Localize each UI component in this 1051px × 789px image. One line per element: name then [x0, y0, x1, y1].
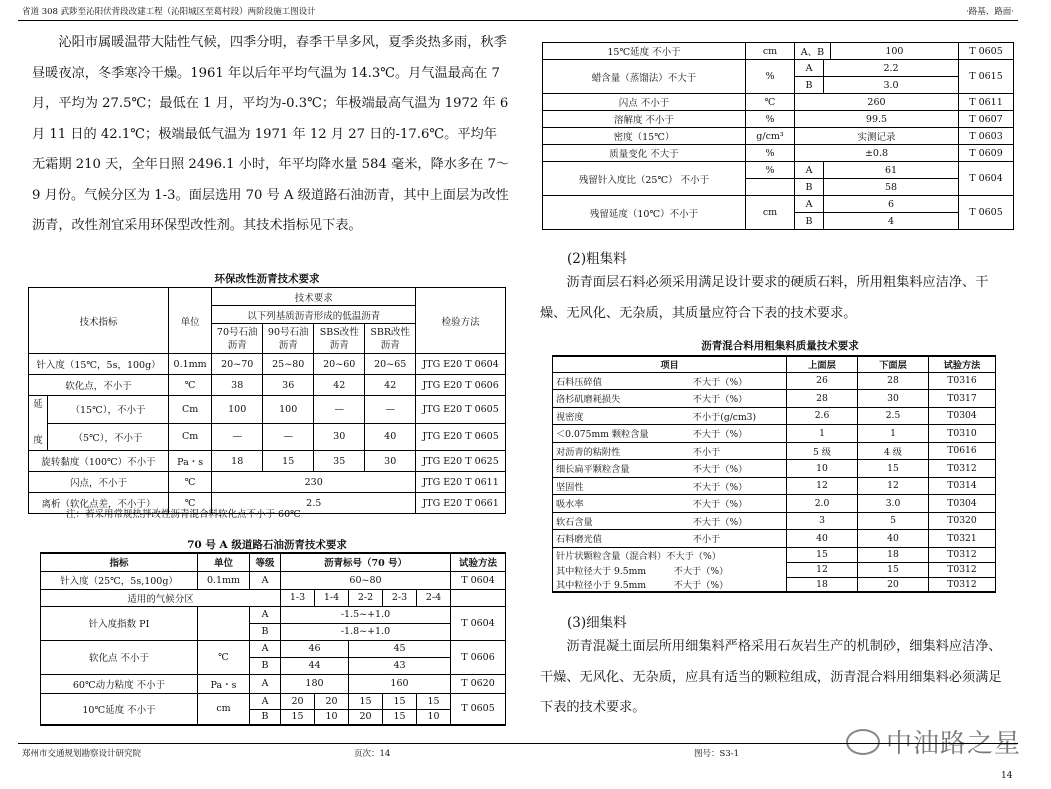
t3-cell: A	[795, 162, 824, 179]
t1-cell: （5℃），不小于	[48, 423, 169, 451]
t3-cell: 2.2	[824, 60, 959, 77]
t4-cell: 吸水率	[553, 495, 690, 513]
t4-cell: 12	[787, 562, 858, 577]
t4-cell: 2.5	[858, 407, 929, 425]
t1-cell: JTG E20 T 0625	[416, 451, 506, 472]
t4-cell: T0312	[929, 562, 996, 577]
t3-cell: 99.5	[795, 111, 959, 128]
t2-cell: A	[250, 571, 281, 589]
t4-cell: 18	[858, 547, 929, 562]
section-coarse-aggregate: (2)粗集料	[567, 251, 627, 267]
t2-zone: 1-3	[281, 589, 315, 606]
t4-cell: 15	[858, 460, 929, 478]
t4-cell: 不小于	[690, 442, 787, 460]
page-header	[18, 0, 1018, 21]
t2-cell: 15	[417, 693, 451, 709]
t4-cell: T0317	[929, 390, 996, 408]
t4-cell: 石料压碎值	[553, 372, 690, 390]
climate-paragraph: 沁阳市属暖温带大陆性气候，四季分明，春季干旱多风，夏季炎热多雨，秋季昼暖夜凉，冬季寒冷干燥。1961 年以后年平均气温为 14.3℃。月气温最高在 7 月，平均为 27.5℃；最低在 1 月，平均为-0.3℃；年极端最高气温为 1972 年 6 月 11 日的 42.1℃；极端最低气温为 1971 年 12 月 27 日的-17.6℃。平均年无霜期 210 天，全年日照 2496.1 小时，年平均降水量 584 毫米，降水多在 7～9 月份。气候分区为 1-3。面层选用 70 号 A 级道路石油沥青，其中上面层为改性沥青，改性剂宜采用环保型改性剂。其技术指标见下表。	[32, 35, 510, 233]
t3-cell: T 0603	[959, 128, 1014, 145]
t3-cell: T 0605	[959, 196, 1014, 230]
t2-cell: 15	[383, 709, 417, 725]
t2-cell: 180	[281, 674, 349, 693]
t3-cell: T 0611	[959, 94, 1014, 111]
t1-cell: Pa・s	[169, 451, 212, 472]
t1-cell: 42	[314, 375, 365, 396]
t4-h: 上面层	[787, 356, 858, 372]
t1-cell: ℃	[169, 472, 212, 493]
t2-h: 等级	[250, 553, 281, 571]
t4-cell: 15	[858, 562, 929, 577]
t4-cell: 30	[858, 390, 929, 408]
modified-asphalt-table	[28, 287, 506, 514]
footer-org: 郑州市交通规划勘察设计研究院	[22, 749, 142, 759]
t4-cell: 其中粒径大于 9.5mm 不大于（%）	[553, 562, 787, 577]
t4-cell: 不大于（%）	[690, 390, 787, 408]
t1-cell: 15	[263, 451, 314, 472]
t1-h-method: 检验方法	[416, 288, 506, 354]
t1-h-col: SBS改性沥青	[314, 324, 365, 354]
t2-cell: ℃	[198, 640, 250, 674]
t1-cell: 2.5	[212, 493, 416, 514]
t2-cell: T 0604	[451, 571, 506, 589]
t4-cell: 18	[787, 577, 858, 592]
t4-cell: 26	[787, 372, 858, 390]
t1-h-req: 技术要求	[212, 288, 416, 306]
t2-cell: 15	[349, 693, 383, 709]
t4-cell: 洛杉矶磨耗损失	[553, 390, 690, 408]
t3-cell: 密度（15℃）	[543, 128, 746, 145]
t2-cell: A	[250, 606, 281, 623]
t2-h: 单位	[198, 553, 250, 571]
t3-cell: 残留延度（10℃）不小于	[543, 196, 746, 230]
t4-cell: 石料磨光值	[553, 530, 690, 548]
t2-cell: 160	[349, 674, 451, 693]
t4-cell: 坚固性	[553, 477, 690, 495]
t1-cell: 20~60	[314, 354, 365, 375]
t3-cell: 闪点 不小于	[543, 94, 746, 111]
t4-cell: 40	[858, 530, 929, 548]
t4-cell: 不大于（%）	[690, 495, 787, 513]
t1-cell: 25~80	[263, 354, 314, 375]
watermark-text: 中油路之星	[886, 729, 1022, 759]
t3-cell: %	[746, 60, 795, 94]
t3-cell: T 0609	[959, 145, 1014, 162]
t2-cell: 20	[281, 693, 315, 709]
t2-cell: 15	[383, 693, 417, 709]
t3-cell: B	[795, 179, 824, 196]
header-section: ·路基、路面·	[966, 7, 1014, 17]
t2-cell: 46	[281, 640, 349, 657]
t1-cell: ℃	[169, 375, 212, 396]
t2-cell: -1.5~+1.0	[281, 606, 451, 623]
t4-cell: 4 级	[858, 442, 929, 460]
t3-cell: ±0.8	[795, 145, 959, 162]
t4-cell: 不大于（%）	[690, 477, 787, 495]
t2-h: 试验方法	[451, 553, 506, 571]
t4-cell: T0312	[929, 460, 996, 478]
header-title: 省道 308 武陟至沁阳伏背段改建工程（沁阳城区至葛村段）两阶段施工图设计	[22, 7, 316, 17]
asphalt-70a-table-continued	[542, 42, 1014, 230]
t2-cell: 10	[315, 709, 349, 725]
footer-drawing: 图号：S3-1	[694, 749, 740, 759]
t2-cell: T 0606	[451, 640, 506, 674]
t2-cell: T 0604	[451, 606, 506, 640]
t1-cell: 18	[212, 451, 263, 472]
t3-cell: 蜡含量（蒸馏法）不大于	[543, 60, 746, 94]
t3-cell: %	[746, 145, 795, 162]
t4-cell: T0616	[929, 442, 996, 460]
t1-h-unit: 单位	[169, 288, 212, 354]
t2-cell: B	[250, 623, 281, 640]
t2-zone: 2-3	[383, 589, 417, 606]
t2-cell: T 0620	[451, 674, 506, 693]
coarse-aggregate-paragraph: 沥青面层石料必须采用满足设计要求的硬质石料，所用粗集料应洁净、干燥、无风化、无杂质，其质量应符合下表的技术要求。	[540, 275, 989, 321]
t2-cell: 15	[281, 709, 315, 725]
t4-cell: 其中粒径小于 9.5mm 不大于（%）	[553, 577, 787, 592]
t4-cell: 不大于（%）	[690, 512, 787, 530]
t1-cell: 20~65	[365, 354, 416, 375]
t1-note: 注：若采用常规热拌改性沥青混合料软化点不小于 60℃	[66, 509, 301, 520]
t3-cell: 6	[824, 196, 959, 213]
t1-h-col: 90号石油沥青	[263, 324, 314, 354]
table4-title: 沥青混合料用粗集料质量技术要求	[701, 340, 859, 352]
t1-ductility-label	[29, 396, 48, 451]
t4-cell: 3	[787, 512, 858, 530]
t3-cell: %	[746, 111, 795, 128]
t1-cell: 36	[263, 375, 314, 396]
t1-cell: 20~70	[212, 354, 263, 375]
t1-ext-a: 延	[33, 399, 43, 410]
t1-h-index: 技术指标	[29, 288, 169, 354]
t2-cell: 20	[349, 709, 383, 725]
t3-cell: 3.0	[824, 77, 959, 94]
t3-cell: A	[795, 60, 824, 77]
t3-cell: B	[795, 77, 824, 94]
t3-cell: A	[795, 196, 824, 213]
t1-cell: JTG E20 T 0605	[416, 396, 506, 424]
t1-cell: 38	[212, 375, 263, 396]
table1-title: 环保改性沥青技术要求	[214, 273, 320, 285]
t4-cell: 1	[787, 425, 858, 443]
t4-cell: 20	[858, 577, 929, 592]
t1-cell: Cm	[169, 396, 212, 424]
t1-h-col: SBR改性沥青	[365, 324, 416, 354]
page-footer	[18, 743, 1018, 760]
t1-cell: 42	[365, 375, 416, 396]
t3-cell: 61	[824, 162, 959, 179]
t2-cell: 10	[417, 709, 451, 725]
t4-cell: T0310	[929, 425, 996, 443]
t4-cell: 2.6	[787, 407, 858, 425]
t1-h-sub: 以下列基质沥青形成的低温沥青	[212, 306, 416, 324]
t4-cell: 28	[787, 390, 858, 408]
t2-cell: A	[250, 674, 281, 693]
t4-cell: 15	[787, 547, 858, 562]
t1-cell: 针入度（15℃，5s，100g）	[29, 354, 169, 375]
t3-cell: 4	[824, 213, 959, 230]
t4-h: 下面层	[858, 356, 929, 372]
t2-cell: B	[250, 657, 281, 674]
t1-h-col: 70号石油沥青	[212, 324, 263, 354]
t1-cell: JTG E20 T 0661	[416, 493, 506, 514]
t4-cell: 2.0	[787, 495, 858, 513]
t2-cell: Pa・s	[198, 674, 250, 693]
t1-cell: 30	[365, 451, 416, 472]
t1-cell: 闪点，不小于	[29, 472, 169, 493]
coarse-aggregate-table	[552, 355, 996, 593]
t4-cell: T0304	[929, 495, 996, 513]
t4-h: 试验方法	[929, 356, 996, 372]
t3-cell: g/cm³	[746, 128, 795, 145]
t1-cell: JTG E20 T 0606	[416, 375, 506, 396]
t2-cell: 60~80	[281, 571, 451, 589]
t1-cell: 0.1mm	[169, 354, 212, 375]
t1-cell: 离析（软化点差，不小于）	[29, 493, 169, 514]
t2-zone: 1-4	[315, 589, 349, 606]
t1-cell: Cm	[169, 423, 212, 451]
t3-cell: 260	[795, 94, 959, 111]
t3-cell: 质量变化 不大于	[543, 145, 746, 162]
t1-ext-b: 度	[33, 435, 43, 446]
t3-cell: 实测记录	[795, 128, 959, 145]
t1-cell: 30	[314, 423, 365, 451]
t4-cell: 1	[858, 425, 929, 443]
t4-cell: 12	[858, 477, 929, 495]
t1-cell: （15℃），不小于	[48, 396, 169, 424]
t4-cell: T0314	[929, 477, 996, 495]
t2-cell: 软化点 不小于	[41, 640, 198, 674]
t3-cell: cm	[746, 43, 795, 60]
t2-cell: 针入度（25℃，5s,100g）	[41, 571, 198, 589]
t3-cell: A、B	[795, 43, 831, 60]
t1-cell: ℃	[169, 493, 212, 514]
t4-cell: T0304	[929, 407, 996, 425]
t3-cell: ℃	[746, 94, 795, 111]
t2-cell: A	[250, 640, 281, 657]
t4-cell: 不小于(g/cm3)	[690, 407, 787, 425]
t4-cell: 不大于（%）	[690, 460, 787, 478]
t1-cell: 100	[212, 396, 263, 424]
t3-cell: %	[746, 162, 795, 179]
t2-cell: 44	[281, 657, 349, 674]
t4-cell: 5	[858, 512, 929, 530]
t2-cell: A	[250, 693, 281, 709]
t1-cell: JTG E20 T 0605	[416, 423, 506, 451]
t2-cell: 0.1mm	[198, 571, 250, 589]
t1-cell: —	[263, 423, 314, 451]
t4-cell: 不大于（%）	[690, 425, 787, 443]
t4-cell: 3.0	[858, 495, 929, 513]
footer-page: 页次：14	[354, 749, 391, 759]
t4-cell: 10	[787, 460, 858, 478]
t3-cell: T 0607	[959, 111, 1014, 128]
t3-cell: T 0605	[959, 43, 1014, 60]
t2-cell: 针入度指数 PI	[41, 606, 198, 640]
t4-cell: ＜0.075mm 颗粒含量	[553, 425, 690, 443]
t4-cell: 软石含量	[553, 512, 690, 530]
t1-cell: 230	[212, 472, 416, 493]
t4-cell: 28	[858, 372, 929, 390]
t1-cell: —	[212, 423, 263, 451]
t3-cell: B	[795, 213, 824, 230]
t2-cell	[198, 606, 250, 640]
t3-cell: 100	[830, 43, 958, 60]
t4-cell: T0321	[929, 530, 996, 548]
t4-cell: 40	[787, 530, 858, 548]
t2-cell: 适用的气候分区	[41, 589, 281, 606]
t2-cell: cm	[198, 693, 250, 725]
t1-cell: 100	[263, 396, 314, 424]
t2-cell: 45	[349, 640, 451, 657]
t2-cell: B	[250, 709, 281, 725]
t4-cell: 细长扁平颗粒含量	[553, 460, 690, 478]
t1-cell: —	[314, 396, 365, 424]
t4-cell: 针片状颗粒含量（混合料）不大于（%）	[553, 547, 787, 562]
t1-cell: JTG E20 T 0604	[416, 354, 506, 375]
t1-cell: 软化点，不小于	[29, 375, 169, 396]
section-fine-aggregate: (3)细集料	[567, 615, 627, 631]
t2-cell	[451, 589, 506, 606]
t2-cell: 43	[349, 657, 451, 674]
t3-cell: cm	[746, 196, 795, 230]
t2-cell: 60℃动力粘度 不小于	[41, 674, 198, 693]
t4-cell: T0312	[929, 547, 996, 562]
t4-cell: 视密度	[553, 407, 690, 425]
t1-cell: JTG E20 T 0611	[416, 472, 506, 493]
t3-cell: T 0604	[959, 162, 1014, 196]
t4-cell: T0320	[929, 512, 996, 530]
t1-cell: 35	[314, 451, 365, 472]
t2-h: 指标	[41, 553, 198, 571]
t3-cell: 残留针入度比（25℃） 不小于	[543, 162, 746, 196]
t2-zone: 2-2	[349, 589, 383, 606]
page-number: 14	[1001, 771, 1013, 781]
t2-cell: 10℃延度 不小于	[41, 693, 198, 725]
t4-cell: T0312	[929, 577, 996, 592]
t2-cell: -1.8~+1.0	[281, 623, 451, 640]
t1-cell: —	[365, 396, 416, 424]
t3-cell: T 0615	[959, 60, 1014, 94]
t4-h: 项目	[553, 356, 787, 372]
t4-cell: 不大于（%）	[690, 372, 787, 390]
asphalt-70a-table	[40, 552, 506, 726]
t3-cell	[746, 179, 795, 196]
t3-cell: 15℃延度 不小于	[543, 43, 746, 60]
t2-cell: T 0605	[451, 693, 506, 725]
t1-cell: 40	[365, 423, 416, 451]
t2-h: 沥青标号（70 号）	[281, 553, 451, 571]
t3-cell: 溶解度 不小于	[543, 111, 746, 128]
t2-cell: 20	[315, 693, 349, 709]
t4-cell: 对沥青的粘附性	[553, 442, 690, 460]
t4-cell: 12	[787, 477, 858, 495]
t1-cell: 旋转黏度（100℃）不小于	[29, 451, 169, 472]
t4-cell: T0316	[929, 372, 996, 390]
t4-cell: 5 级	[787, 442, 858, 460]
fine-aggregate-paragraph: 沥青混凝土面层所用细集料严格采用石灰岩生产的机制砂，细集料应洁净、干燥、无风化、无杂质，应具有适当的颗粒组成，沥青混合料用细集料必须满足下表的技术要求。	[540, 639, 1002, 715]
t4-cell: 不小于	[690, 530, 787, 548]
t2-zone: 2-4	[417, 589, 451, 606]
t3-cell: 58	[824, 179, 959, 196]
table2-title: 70 号 A 级道路石油沥青技术要求	[187, 539, 347, 551]
